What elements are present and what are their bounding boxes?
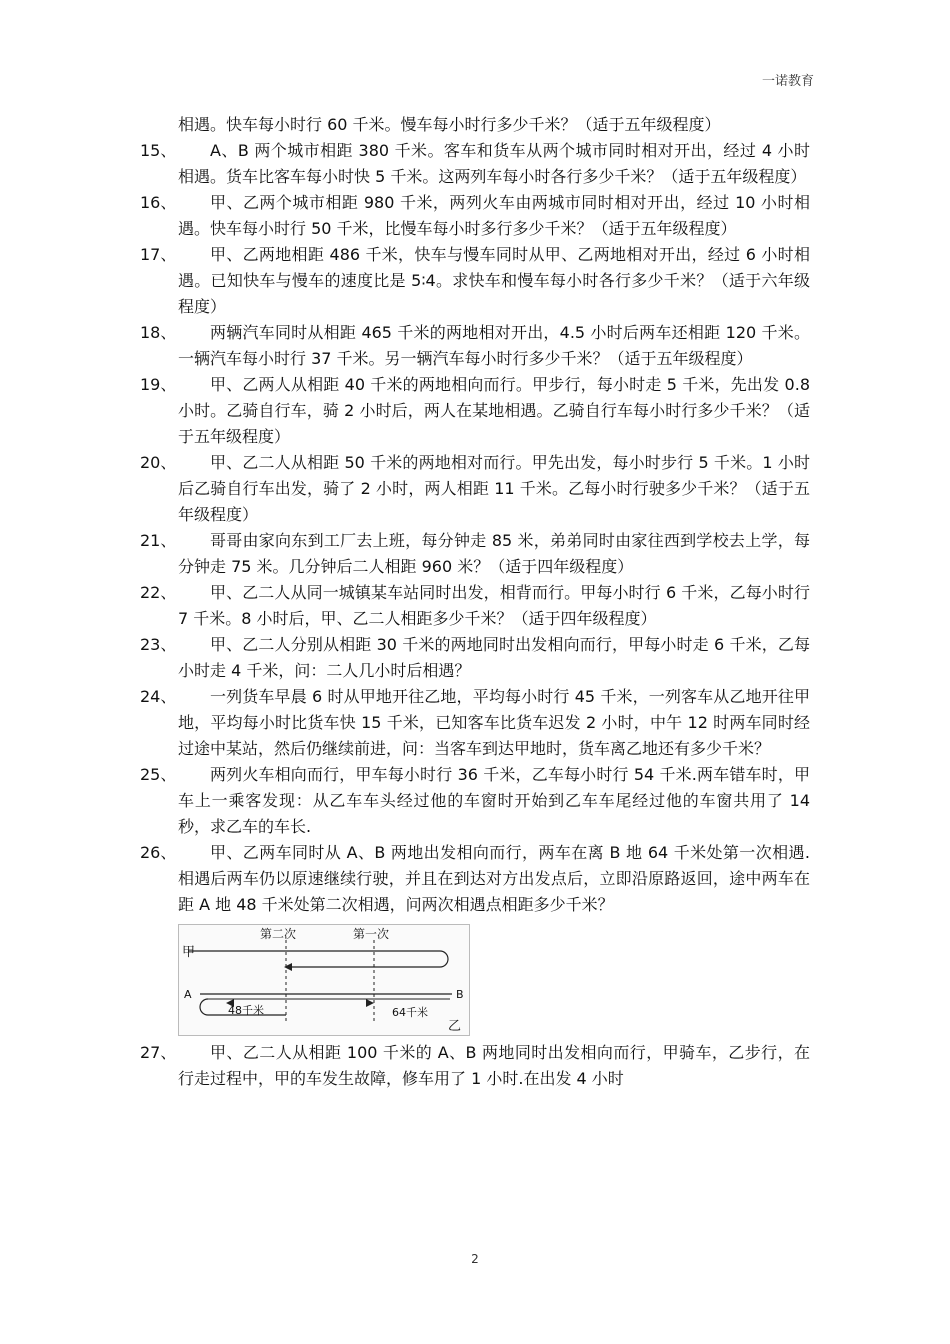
problem-number: 17、 [140,245,177,264]
problem-text: 甲、乙两人从相距 40 千米的两地相向而行。甲步行，每小时走 5 千米，先出发 0.8 小时。乙骑自行车，骑 2 小时后，两人在某地相遇。乙骑自行车每小时行多少千米？（适于五年级程度） [178,375,810,446]
problem-number: 16、 [140,193,177,212]
page-number: 2 [471,1252,479,1266]
problem-item [140,632,810,684]
problem-item [140,320,810,372]
problem-text: 两列火车相向而行，甲车每小时行 36 千米，乙车每小时行 54 千米.两车错车时，甲车上一乘客发现：从乙车车头经过他的车窗时开始到乙车车尾经过他的车窗共用了 14 秒，求乙车的车长. [178,765,810,836]
problem-item [140,190,810,242]
problem-item [140,762,810,840]
problem-text: 甲、乙二人从同一城镇某车站同时出发，相背而行。甲每小时行 6 千米，乙每小时行 7 千米。8 小时后，甲、乙二人相距多少千米？（适于四年级程度） [178,583,810,628]
problem-item [140,580,810,632]
problem-number: 22、 [140,583,177,602]
problem-number: 25、 [140,765,177,784]
first-meeting-label: 第一次 [353,927,390,941]
distance-48-label: 48千米 [228,1004,264,1017]
problem-number: 24、 [140,687,177,706]
problem-number: 15、 [140,141,177,160]
header-brand: 一诺教育 [761,74,814,89]
problem-number: 26、 [140,843,177,862]
problem-text: 甲、乙两车同时从 A、B 两地出发相向而行，两车在离 B 地 64 千米处第一次相遇.相遇后两车仍以原速继续行驶，并且在到达对方出发点后，立即沿原路返回，途中两车在距 A 地 48 千米处第二次相遇，问两次相遇点相距多少千米？ [178,843,810,914]
continuation-text: 相遇。快车每小时行 60 千米。慢车每小时行多少千米？（适于五年级程度） [178,115,721,134]
meeting-diagram [178,924,470,1036]
problem-item [140,450,810,528]
problem-text: 甲、乙二人从相距 100 千米的 A、B 两地同时出发相向而行，甲骑车，乙步行，在行走过程中，甲的车发生故障，修车用了 1 小时.在出发 4 小时 [178,1043,810,1088]
point-a-label: A [184,988,192,1001]
problem-number: 23、 [140,635,177,654]
problem-text: A、B 两个城市相距 380 千米。客车和货车从两个城市同时相对开出，经过 4 小时相遇。货车比客车每小时快 5 千米。这两列车每小时各行多少千米？（适于五年级程度） [178,141,810,186]
problem-item [140,1040,810,1092]
problem-number: 18、 [140,323,177,342]
problem-number: 27、 [140,1043,177,1062]
problem-text: 甲、乙二人从相距 50 千米的两地相对而行。甲先出发，每小时步行 5 千米。1 小时后乙骑自行车出发，骑了 2 小时，两人相距 11 千米。乙每小时行驶多少千米？（适于五年级程度） [178,453,810,524]
problem-text: 两辆汽车同时从相距 465 千米的两地相对开出，4.5 小时后两车还相距 120 千米。一辆汽车每小时行 37 千米。另一辆汽车每小时行多少千米？（适于五年级程度） [178,323,810,368]
problem-text: 一列货车早晨 6 时从甲地开往乙地，平均每小时行 45 千米，一列客车从乙地开往甲地，平均每小时比货车快 15 千米，已知客车比货车迟发 2 小时，中午 12 时两车同时经过途中某站，然后仍继续前进，问：当客车到达甲地时，货车离乙地还有多少千米？ [178,687,810,758]
point-b-label: B [456,988,464,1001]
problem-number: 21、 [140,531,177,550]
problem-item [140,528,810,580]
problem-text: 甲、乙两地相距 486 千米，快车与慢车同时从甲、乙两地相对开出，经过 6 小时相遇。已知快车与慢车的速度比是 5∶4。求快车和慢车每小时各行多少千米？（适于六年级程度） [178,245,810,316]
yi-label: 乙 [448,1019,462,1034]
problem-number: 20、 [140,453,177,472]
problem-list [140,112,810,1092]
problem-text: 甲、乙二人分别从相距 30 千米的两地同时出发相向而行，甲每小时走 6 千米，乙每小时走 4 千米，问：二人几小时后相遇？ [178,635,810,680]
problem-number: 19、 [140,375,177,394]
second-meeting-label: 第二次 [260,927,297,941]
problem-item [140,138,810,190]
problem-item [140,840,810,918]
jia-label: 甲 [182,945,196,960]
problem-text: 哥哥由家向东到工厂去上班，每分钟走 85 米，弟弟同时由家往西到学校去上学，每分钟走 75 米。几分钟后二人相距 960 米？（适于四年级程度） [178,531,810,576]
problem-item [140,372,810,450]
problem-text: 甲、乙两个城市相距 980 千米，两列火车由两城市同时相对开出，经过 10 小时相遇。快车每小时行 50 千米，比慢车每小时多行多少千米？（适于五年级程度） [178,193,810,238]
distance-64-label: 64千米 [392,1006,428,1019]
problem-item [140,242,810,320]
problem-item [140,684,810,762]
